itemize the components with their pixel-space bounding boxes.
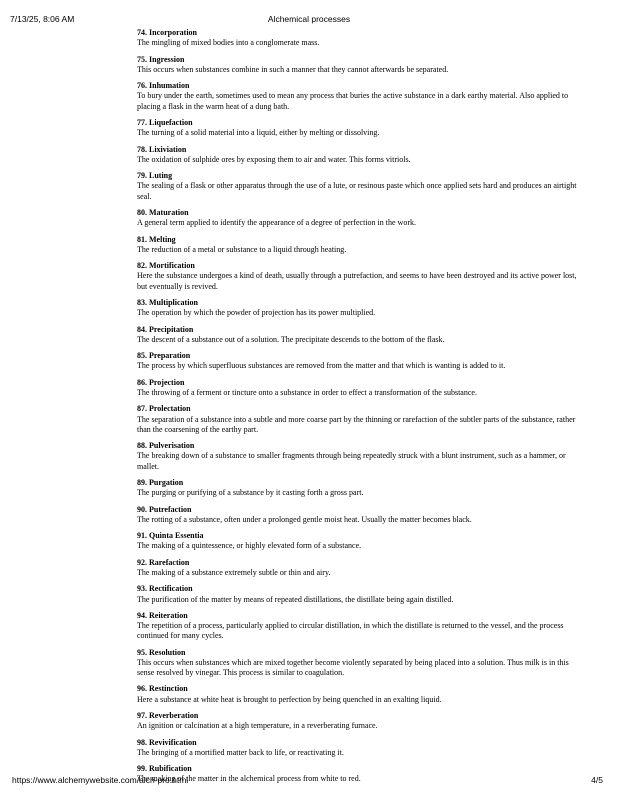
entry-description: The repetition of a process, particularly applied to circular distillation, in which the distillate is returned to the vessel, and the process continued for many cycles.: [137, 621, 564, 641]
entry-title: 86. Projection: [137, 377, 185, 387]
entry-description: Here the substance undergoes a kind of death, usually through a putrefaction, and seems to have been destroyed and its active power lost, but eventually is revived.: [137, 271, 577, 291]
entry-title: 78. Lixiviation: [137, 144, 187, 154]
process-entry: [137, 404, 587, 435]
entry-title: 77. Liquefaction: [137, 117, 193, 127]
entry-description: The bringing of a mortified matter back to life, or reactivating it.: [137, 747, 344, 757]
print-datetime: 7/13/25, 8:06 AM: [10, 14, 75, 24]
entry-description: The purging or purifying of a substance by it casting forth a gross part.: [137, 488, 364, 498]
process-entry: [137, 711, 587, 731]
process-entry: [137, 478, 587, 498]
entry-title: 90. Putrefaction: [137, 504, 192, 514]
page-number: 4/5: [591, 775, 603, 785]
entry-title: 84. Precipitation: [137, 324, 194, 334]
entry-description: The reduction of a metal or substance to a liquid through heating.: [137, 244, 347, 254]
entry-title: 81. Melting: [137, 234, 176, 244]
page-url[interactable]: https://www.alchemywebsite.com/alch-pro.html: [12, 775, 189, 785]
process-entry: [137, 118, 587, 138]
entry-title: 95. Resolution: [137, 647, 186, 657]
entry-title: 98. Revivification: [137, 737, 197, 747]
process-entry: [137, 298, 587, 318]
process-entry: [137, 441, 587, 472]
process-entry: [137, 378, 587, 398]
entry-description: The sealing of a flask or other apparatus through the use of a lute, or resinous paste which once applied sets hard and produces an airtight seal.: [137, 181, 577, 201]
entry-description: The purification of the matter by means of repeated distillations, the distillate being again distilled.: [137, 594, 454, 604]
entry-description: To bury under the earth, sometimes used to mean any process that buries the active substance in a dark earthy material. Also applied to placing a flask in the warm heat of a dung bath.: [137, 91, 569, 111]
process-entry: [137, 611, 587, 642]
entry-description: The rotting of a substance, often under a prolonged gentle moist heat. Usually the matter becomes black.: [137, 514, 472, 524]
entry-title: 83. Multiplication: [137, 297, 198, 307]
process-entry: [137, 325, 587, 345]
entry-description: An ignition or calcination at a high temperature, in a reverberating furnace.: [137, 721, 378, 731]
entry-description: The separation of a substance into a subtle and more coarse part by the thinning or rarefaction of the subtler parts of the substance, rather than the coarsening of the earthy part.: [137, 414, 576, 434]
entry-title: 96. Restinction: [137, 684, 188, 694]
process-entry: [137, 208, 587, 228]
entry-description: The making of the matter in the alchemical process from white to red.: [137, 774, 361, 784]
entry-title: 76. Inhumation: [137, 81, 190, 91]
process-entry: [137, 235, 587, 255]
entry-description: The making of a substance extremely subtle or thin and airy.: [137, 567, 331, 577]
entry-title: 88. Pulverisation: [137, 441, 195, 451]
entry-description: This occurs when substances combine in such a manner that they cannot afterwards be separated.: [137, 64, 449, 74]
process-entry: [137, 81, 587, 112]
entry-description: The throwing of a ferment or tincture onto a substance in order to effect a transformation of the substance.: [137, 387, 477, 397]
entry-title: 92. Rarefaction: [137, 557, 190, 567]
process-entry: [137, 558, 587, 578]
process-entry: [137, 584, 587, 604]
page-title: Alchemical processes: [267, 14, 351, 24]
entry-description: The mingling of mixed bodies into a conglomerate mass.: [137, 38, 320, 48]
entry-title: 80. Maturation: [137, 207, 189, 217]
entry-title: 75. Ingression: [137, 54, 185, 64]
entry-title: 93. Rectification: [137, 584, 193, 594]
entry-description: Here a substance at white heat is brought to perfection by being quenched in an exalting liquid.: [137, 694, 442, 704]
entry-description: The turning of a solid material into a liquid, either by melting or dissolving.: [137, 128, 380, 138]
process-entry: [137, 738, 587, 758]
entry-description: The descent of a substance out of a solution. The precipitate descends to the bottom of the flask.: [137, 334, 445, 344]
entry-title: 91. Quinta Essentia: [137, 531, 204, 541]
entry-title: 82. Mortification: [137, 261, 195, 271]
entry-title: 87. Prolectation: [137, 404, 191, 414]
process-entry: [137, 145, 587, 165]
entry-description: The oxidation of sulphide ores by exposing them to air and water. This forms vitriols.: [137, 154, 411, 164]
process-entry: [137, 171, 587, 202]
process-entry: [137, 351, 587, 371]
entry-description: The process by which superfluous substances are removed from the matter and that which is wanting is added to it.: [137, 361, 506, 371]
entry-description: The making of a quintessence, or highly elevated form of a substance.: [137, 541, 362, 551]
entry-title: 99. Rubification: [137, 764, 192, 774]
entry-title: 85. Preparation: [137, 351, 191, 361]
entry-title: 79. Luting: [137, 171, 173, 181]
entry-description: The operation by which the powder of projection has its power multiplied.: [137, 308, 376, 318]
process-entry: [137, 261, 587, 292]
entry-title: 74. Incorporation: [137, 28, 197, 37]
entry-title: 97. Reverberation: [137, 711, 199, 721]
process-list: [137, 28, 587, 791]
process-entry: [137, 531, 587, 551]
entry-description: The breaking down of a substance to smaller fragments through being repeatedly struck with a blunt instrument, such as a hammer, or mallet.: [137, 451, 566, 471]
process-entry: [137, 28, 587, 48]
entry-description: A general term applied to identify the appearance of a degree of perfection in the work.: [137, 218, 416, 228]
process-entry: [137, 648, 587, 679]
entry-description: This occurs when substances which are mixed together become violently separated by being placed into a solution. Thus milk is in this sense resolved by vinegar. This process is similar to coagulation.: [137, 657, 569, 678]
entry-title: 94. Reiteration: [137, 610, 188, 620]
process-entry: [137, 684, 587, 704]
process-entry: [137, 764, 587, 784]
process-entry: [137, 55, 587, 75]
entry-title: 89. Purgation: [137, 477, 184, 487]
process-entry: [137, 505, 587, 525]
